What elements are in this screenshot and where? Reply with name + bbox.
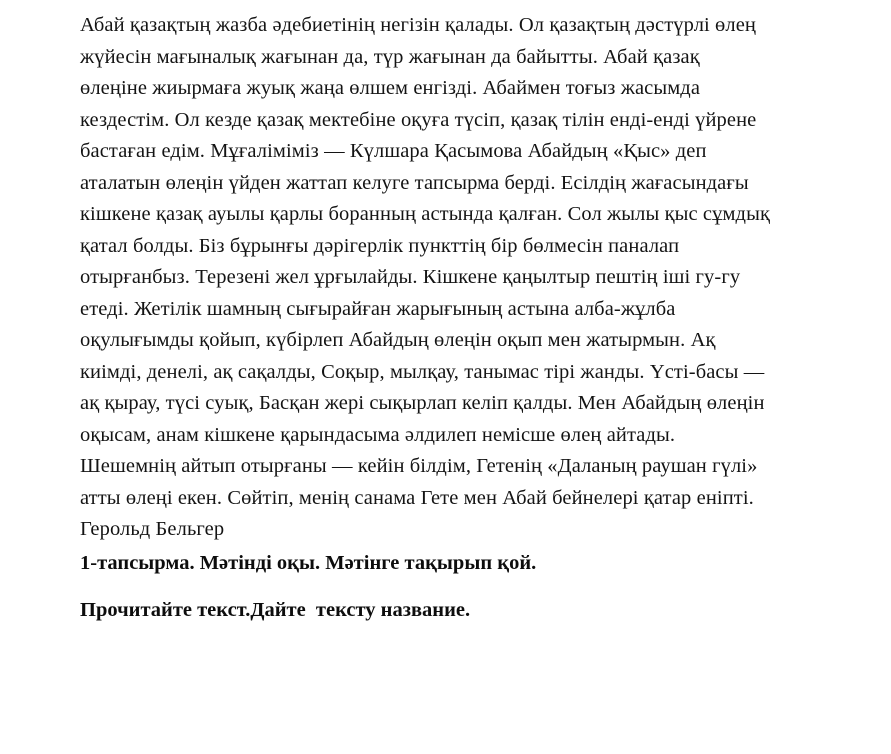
passage-line: етеді. Жетілік шамның сығырайған жарығының астына алба-жұлба (80, 297, 676, 320)
passage-text (80, 10, 870, 546)
passage-line: оқысам, анам кішкене қарындасыма әлдилеп немісше өлең айтады. (80, 423, 676, 446)
passage-line: аталатын өлеңін үйден жаттап келуге тапсырма берді. Есілдің жағасындағы (80, 171, 749, 194)
author-name: Герольд Бельгер (80, 518, 225, 540)
passage-line: Абай қазақтың жазба әдебиетінің негізін қалады. Ол қазақтың дәстүрлі өлең (80, 14, 756, 36)
passage-line: киімді, денелі, ақ сақалды, Соқыр, мылқау, танымас тірі жанды. Үсті-басы — (80, 360, 765, 383)
passage-line: оқулығымды қойып, күбірлеп Абайдың өлеңін оқып мен жатырмын. Ақ (80, 329, 716, 351)
passage-line: Шешемнің айтып отырғаны — кейін білдім, Гетенің «Даланың раушан гүлі» (80, 455, 758, 477)
passage-line: қатал болды. Біз бұрынғы дәрігерлік пункттің бір бөлмесін паналап (80, 234, 680, 257)
passage-line: кездестім. Ол кезде қазақ мектебіне оқуға түсіп, қазақ тілін енді-енді үйрене (80, 108, 757, 131)
task-russian: Прочитайте текст.Дайте тексту название. (80, 599, 471, 621)
passage-line: жүйесін мағыналық жағынан да, түр жағынан да байытты. Абай қазақ (80, 45, 700, 68)
passage-line: бастаған едім. Мұғаліміміз — Күлшара Қасымова Абайдың «Қыс» деп (80, 140, 707, 162)
passage-line: кішкене қазақ ауылы қарлы боранның астында қалған. Сол жылы қыс сұмдық (80, 203, 771, 225)
passage-line: отырғанбыз. Терезені жел ұрғылайды. Кішкене қаңылтыр пештің іші гу-гу (80, 266, 741, 288)
passage-line: ақ қырау, түсі суық, Басқан жері сықырлап келіп қалды. Мен Абайдың өлеңін (80, 392, 765, 414)
passage-line: өлеңіне жиырмаға жуық жаңа өлшем енгізді. Абаймен тоғыз жасымда (80, 77, 701, 99)
task-kazakh: 1-тапсырма. Мәтінді оқы. Мәтінге тақырып қой. (80, 552, 537, 574)
passage-line: атты өлеңі екен. Сөйтіп, менің санама Гете мен Абай бейнелері қатар еніпті. (80, 486, 754, 509)
